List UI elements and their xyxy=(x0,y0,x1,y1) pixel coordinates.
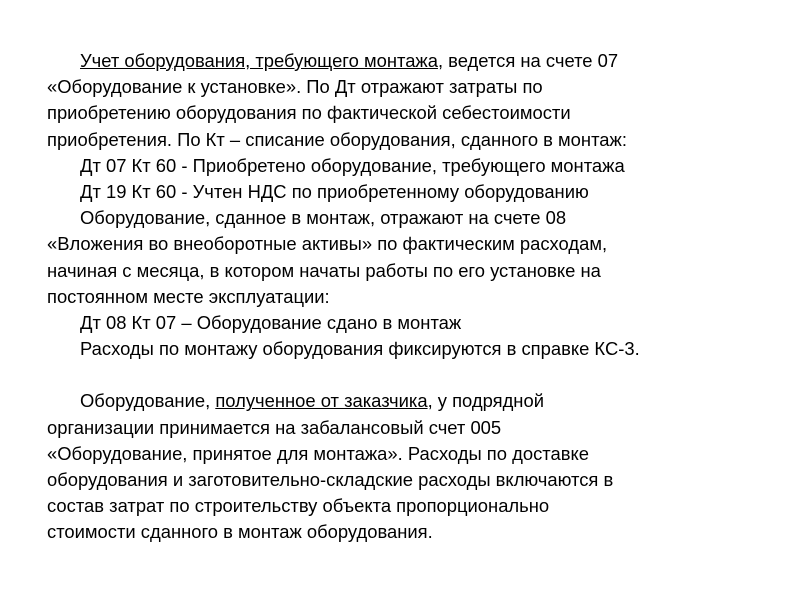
paragraph-gap xyxy=(47,362,777,388)
para3-line6: стоимости сданного в монтаж оборудования. xyxy=(47,521,433,543)
para3-line4: оборудования и заготовительно-складские расходы включаются в xyxy=(47,469,614,491)
underlined-term: Учет оборудования, требующего монтажа xyxy=(80,50,438,71)
para1-line1: Учет оборудования, требующего монтажа, ведется на счете 07 xyxy=(80,50,619,71)
para1-line4: приобретения. По Кт – списание оборудования, сданного в монтаж: xyxy=(47,128,627,150)
para1-line2: «Оборудование к установке». По Дт отражают затраты по xyxy=(47,76,543,98)
entry-2: Дт 19 Кт 60 - Учтен НДС по приобретенному оборудованию xyxy=(80,181,589,203)
entry-4: Расходы по монтажу оборудования фиксируются в справке КС-3. xyxy=(80,338,640,360)
para3-line5: состав затрат по строительству объекта пропорционально xyxy=(47,495,550,517)
para3-line3: «Оборудование, принятое для монтажа». Расходы по доставке xyxy=(47,442,589,464)
para1-line3: приобретению оборудования по фактической себестоимости xyxy=(47,102,571,124)
para2-line1: Оборудование, сданное в монтаж, отражают на счете 08 xyxy=(80,207,567,229)
para2-line3: начиная с месяца, в котором начаты работы по его установке на xyxy=(47,259,601,281)
para3-line2: организации принимается на забалансовый счет 005 xyxy=(47,416,502,438)
entry-3: Дт 08 Кт 07 – Оборудование сдано в монтаж xyxy=(80,312,462,334)
underlined-term: полученное от заказчика xyxy=(215,390,428,412)
document-text xyxy=(47,48,777,546)
para2-line2: «Вложения во внеоборотные активы» по фактическим расходам, xyxy=(47,233,608,255)
entry-1: Дт 07 Кт 60 - Приобретено оборудование, требующего монтажа xyxy=(80,154,625,176)
para3-line1: Оборудование, полученное от заказчика, у подрядной xyxy=(80,390,544,412)
para2-line4: постоянном месте эксплуатации: xyxy=(47,285,330,307)
